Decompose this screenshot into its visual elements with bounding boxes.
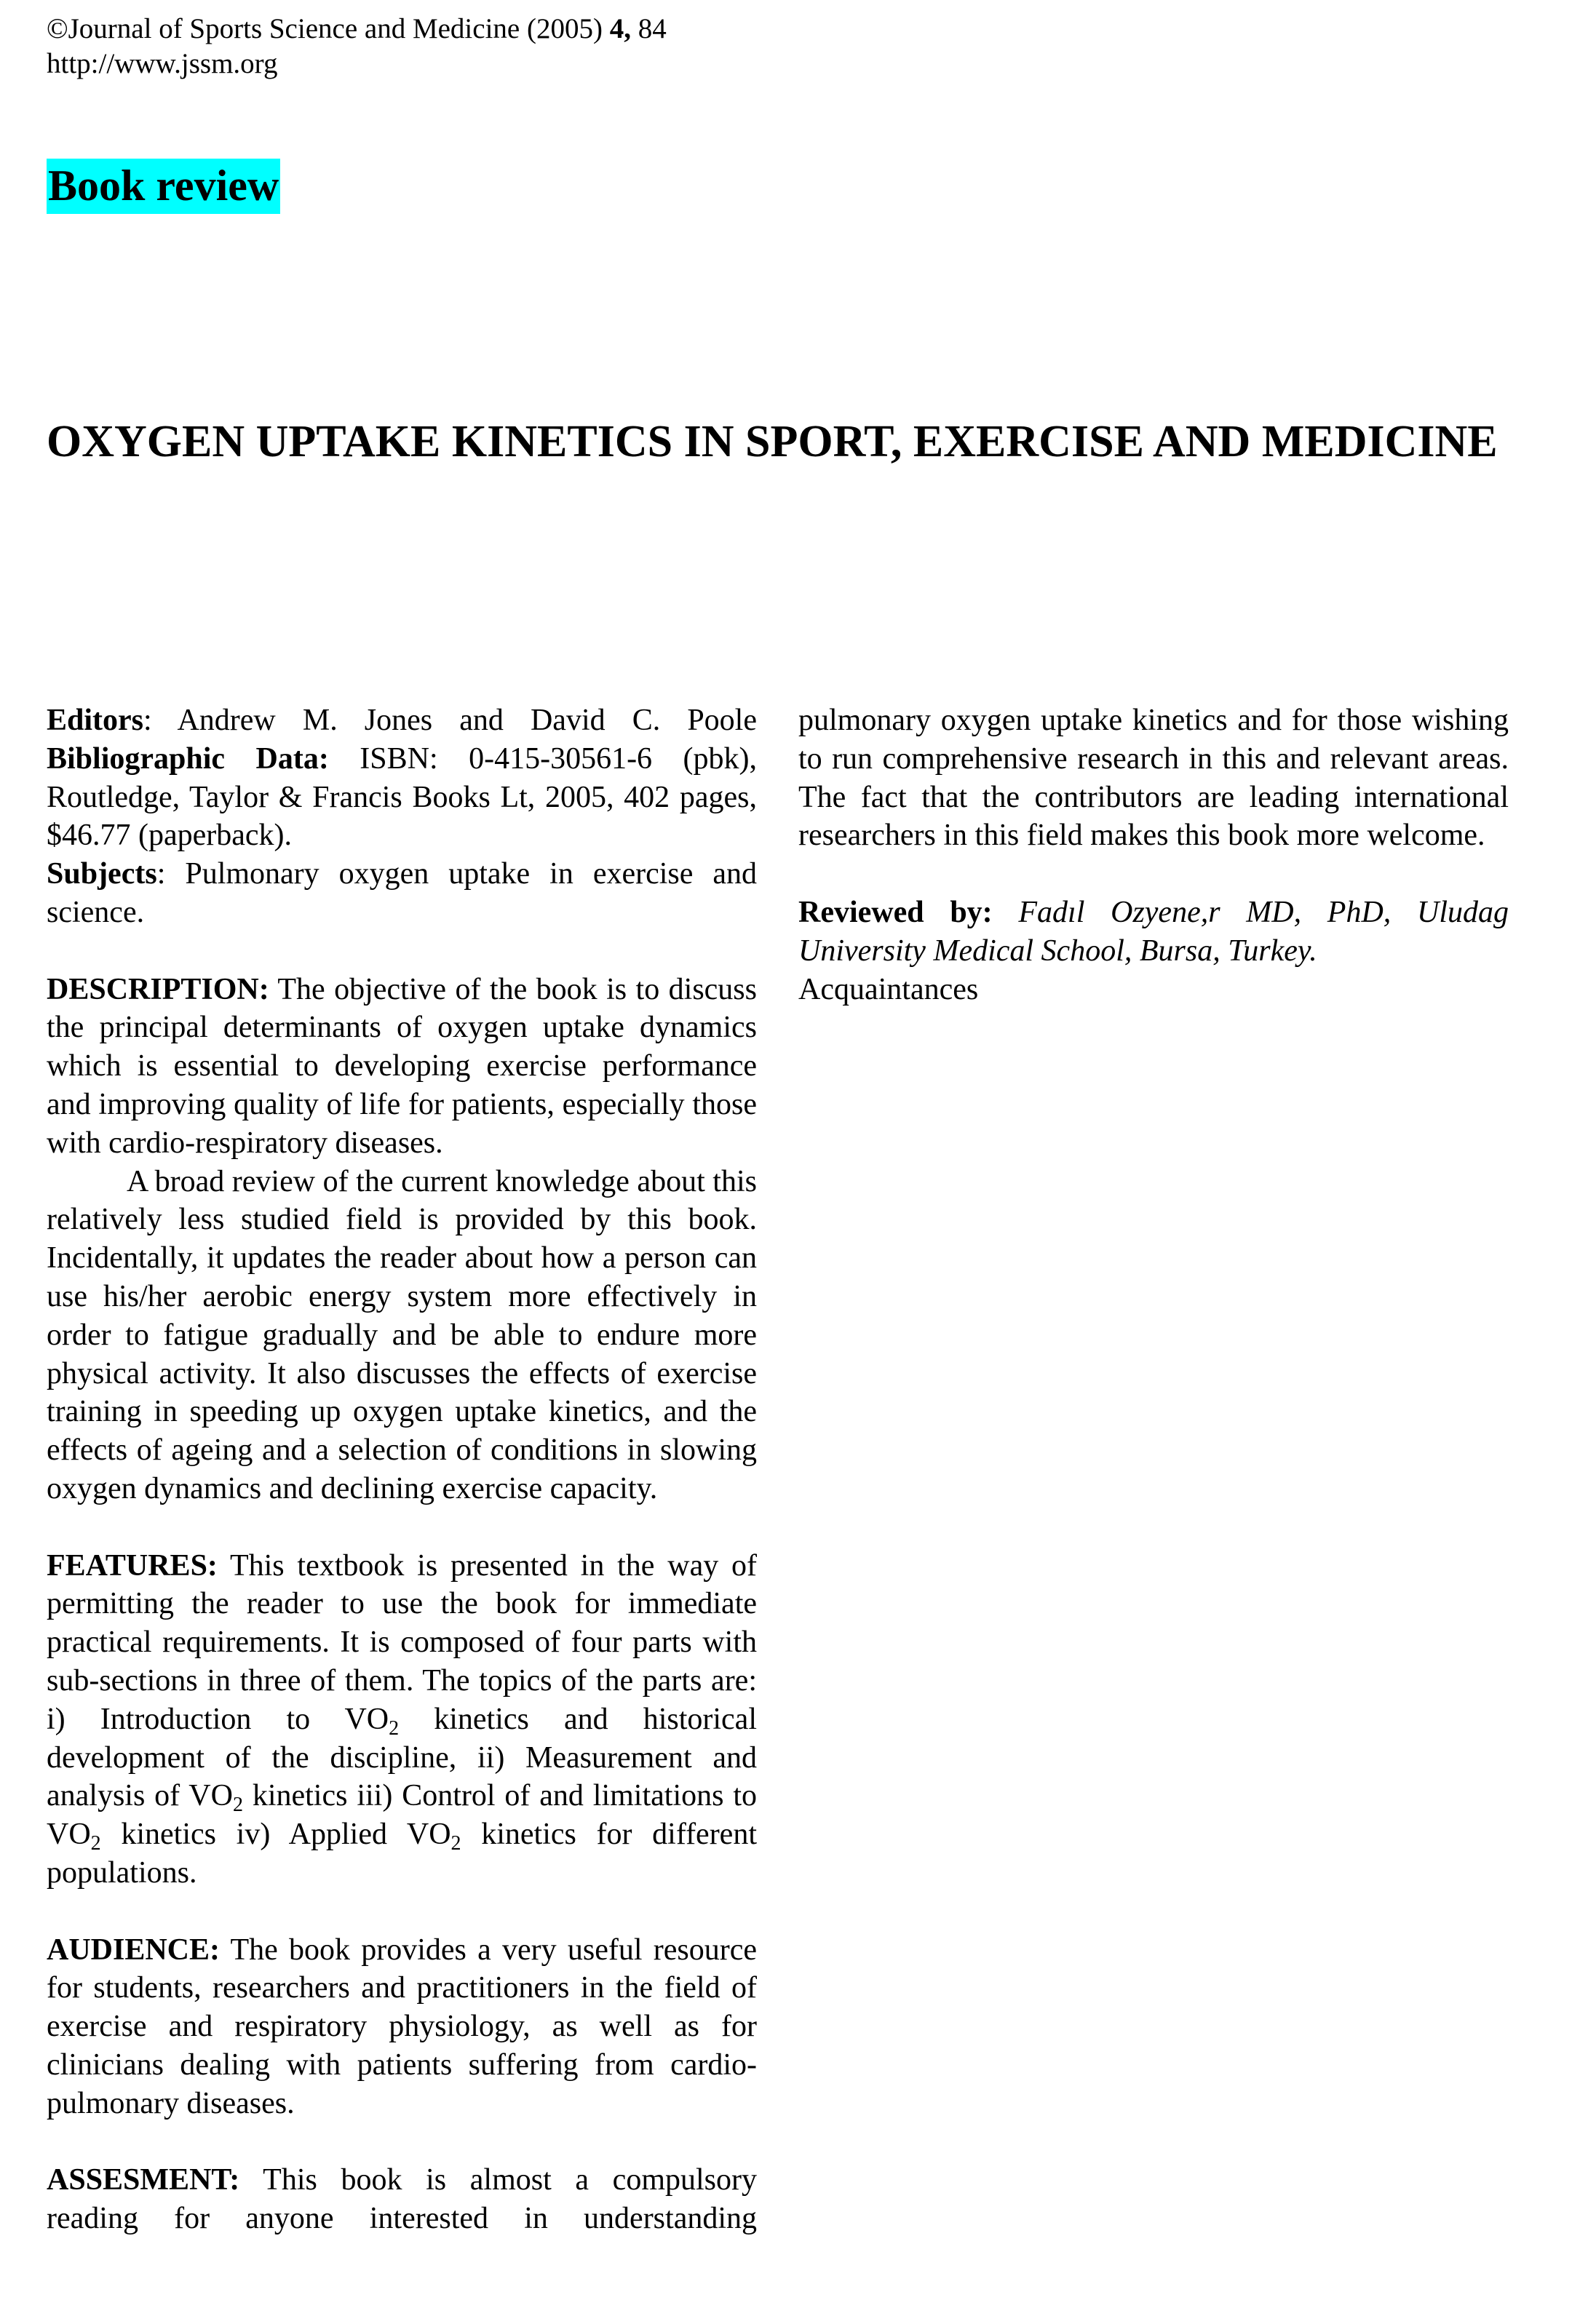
bibliographic-data [47,740,757,855]
features-paragraph [47,1547,757,1893]
journal-url[interactable]: http://www.jssm.org [47,48,278,79]
features-text-4: kinetics iv) Applied VO [100,1818,451,1852]
reviewer [798,894,1509,971]
right-column [798,701,1509,1008]
audience-label: AUDIENCE: [47,1933,221,1967]
description-paragraph [47,971,757,1163]
bibliographic-text: ISBN: 0-415-30561-6 (pbk), Routledge, Taylor & Francis Books Lt, 2005, 402 pages, $46.77 (paperback). [47,741,757,853]
audience-text: The book provides a very useful resource for students, researchers and practitioners in the field of exercise and respiratory physiology, as well as for clinicians dealing with patients suffering from cardio-pulmonary diseases. [47,1933,757,2120]
assesment-paragraph [47,2161,757,2238]
journal-name: ©Journal of Sports Science and Medicine (2005) [47,13,610,44]
section-label: Book review [47,159,280,214]
editors-text: Andrew M. Jones and David C. Poole [177,704,757,737]
journal-volume: 4, [609,13,631,44]
editors-sep: : [143,704,178,737]
reviewer-text: Fadıl Ozyene,r MD, PhD, Uludag University Medical School, Bursa, Turkey. [798,895,1509,968]
features-text-3: kinetics iii) Control of and limitations to VO [47,1779,757,1852]
assesment-label: ASSESMENT: [47,2163,240,2197]
subscript-2: 2 [389,1716,400,1740]
subjects-label: Subjects [47,857,157,891]
description-text: The objective of the book is to discuss the principal determinants of oxygen uptake dynamics which is essential to developing exercise performance and improving quality of life for patients, especially those with cardio-respiratory diseases. [47,972,757,1160]
acquaintances: Acquaintances [798,972,979,1006]
journal-header [47,12,667,81]
features-text-1: This textbook is presented in the way of permitting the reader to use the book for immediate practical requirements. It is composed of four parts with sub-sections in three of them. The topics of the parts are: i) Introduction to VO [47,1548,757,1736]
description-paragraph-2: A broad review of the current knowledge about this relatively less studied field is provided by this book. Incidentally, it updates the reader about how a person can use his/her aerobic energy system more effectively in order to fatigue gradually and be able to endure more physical activity. It also discusses the effects of exercise training in speeding up oxygen uptake kinetics, and the effects of ageing and a selection of conditions in slowing oxygen dynamics and declining exercise capacity. [47,1164,757,1505]
editors-line [47,701,757,740]
description-label: DESCRIPTION: [47,972,269,1006]
subjects [47,855,757,932]
subscript-2: 2 [232,1794,243,1817]
features-text-5: kinetics for different populations. [47,1818,757,1890]
subscript-2: 2 [450,1832,461,1855]
subscript-2: 2 [90,1832,101,1855]
bibliographic-label: Bibliographic Data: [47,741,329,776]
article-title: OXYGEN UPTAKE KINETICS IN SPORT, EXERCISE AND MEDICINE [47,417,1498,466]
features-label: FEATURES: [47,1548,218,1583]
subjects-text: : Pulmonary oxygen uptake in exercise and science. [47,857,757,929]
left-column [47,701,757,2238]
journal-page: 84 [630,13,667,44]
assesment-text: This book is almost a compulsory reading for anyone interested in understanding [47,2163,757,2236]
assesment-continued: pulmonary oxygen uptake kinetics and for those wishing to run comprehensive research in this and relevant areas. The fact that the contributors are leading international researchers in this field makes this book more welcome. [798,704,1509,853]
reviewer-label: Reviewed by: [798,895,993,929]
features-text-2: kinetics and historical development of the discipline, ii) Measurement and analysis of VO [47,1702,757,1813]
audience-paragraph [47,1931,757,2123]
journal-citation [47,12,667,47]
editors-label: Editors [47,704,144,737]
